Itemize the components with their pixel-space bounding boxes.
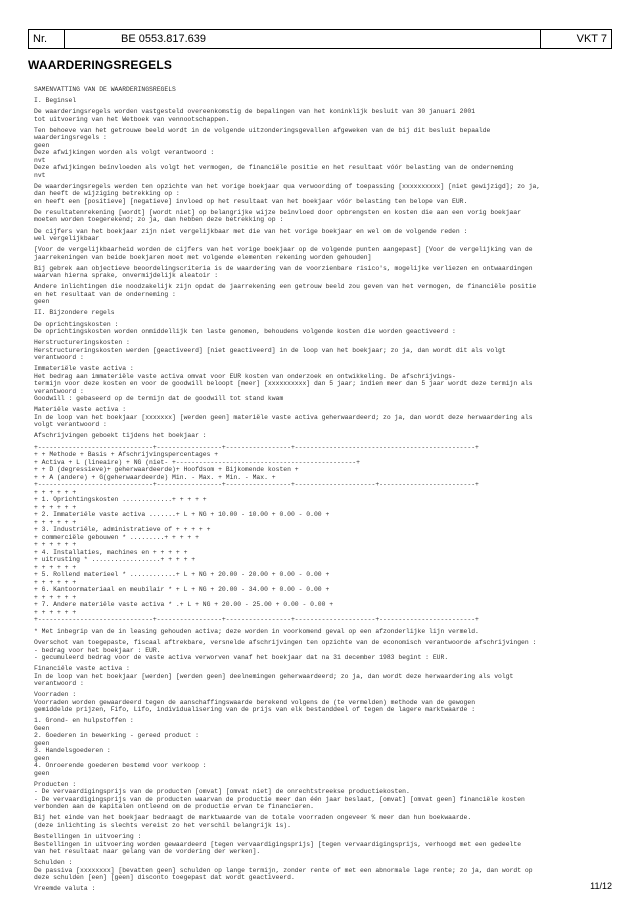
text-line: Herstructureringskosten werden [geactiveerd] [niet geactiveerd] in de loop van het boekjaar; zo ja, dan wordt dit als volgt [34,346,506,354]
text-line: De waarderingsregels werden ten opzichte van het vorige boekjaar qua verwoording of toepassing [xxxxxxxxxx] [niet gewijzigd]; zo ja, [34,182,541,190]
paragraph [34,833,614,856]
table-line: + + + + + + [34,503,77,511]
text-line: Afschrijvingen geboekt tijdens het boekjaar : [34,432,207,440]
text-line: * Met inbegrip van de in leasing gehouden activa; deze worden in voorkomend geval op een afzonderlijke lijn vermeld. [34,627,479,635]
text-line: geen [34,769,50,777]
text-line: jaarrekeningen van beide boekjaren moet met volgende elementen rekening worden gehouden] [34,253,372,261]
text-line: moeten worden toegerekend; zo ja, dan hebben deze betrekking op : [34,216,284,224]
table-line: + + + + + + [34,593,77,601]
depreciation-table [34,444,614,624]
text-line: 4. Onroerende goederen bestemd voor verkoop : [34,762,207,770]
table-line: + 1. Oprichtingskosten .............+ + + + + [34,496,207,504]
paragraph [34,309,614,317]
text-line: Voorraden : [34,691,77,699]
paragraph [34,246,614,261]
paragraph [34,406,614,429]
paragraph [34,265,614,280]
paragraph [34,365,614,403]
text-line: gemiddelde prijzen, Fifo, Lifo, individualisering van de prijs van elk bestanddeel of tegen de lagere marktwaarde : [34,706,476,714]
text-section-2 [34,628,614,893]
table-line: + + + + + + [34,608,77,616]
nr-label: Nr. [29,30,65,48]
table-line: + uitrusting * ..................+ + + + + [34,556,196,564]
text-line: 2. Goederen in bewerking - gereed product : [34,732,199,740]
text-line: Producten : [34,780,77,788]
table-line: + + Methode + Basis + Afschrijvingspercentages + [34,451,219,459]
table-line: + + + + + + [34,563,77,571]
text-line: De waarderingsregels worden vastgesteld overeenkomstig de bepalingen van het koninklijk besluit van 30 januari 2001 [34,108,476,116]
table-line: + commerciële gebouwen * .........+ + + + + [34,533,199,541]
text-line: Schulden : [34,859,73,867]
text-line: nvt [34,156,46,164]
text-line: Financiële vaste activa : [34,665,130,673]
text-line: Vreemde valuta : [34,885,96,893]
text-line: geen [34,754,50,762]
table-line: + 6. Kantoormateriaal en meubilair * + L + NG + 20.00 - 34.00 + 0.00 - 0.00 + [34,586,330,594]
text-line: verantwoord : [34,354,84,362]
form-code: VKT 7 [576,33,607,45]
table-line: +------------------------------+-----------------+-----------------+---------------------+-------------------------+ [34,616,479,624]
text-line: De oprichtingskosten worden onmiddellijk ten laste genomen, behoudens volgende kosten die worden geactiveerd : [34,328,456,336]
text-line: van het resultaat naar gelang van de vordering der werken]. [34,848,261,856]
text-line: Deze afwijkingen worden als volgt verantwoord : [34,149,215,157]
paragraph [34,339,614,362]
paragraph [34,108,614,123]
paragraph [34,639,614,662]
paragraph [34,885,614,893]
text-line: termijn voor deze kosten en voor de goodwill beloopt [meer] [xxxxxxxxxx] dan 5 jaar; indien meer dan 5 jaar wordt deze termijn als [34,380,533,388]
text-line: (deze inlichting is slechts vereist zo het verschil belangrijk is). [34,821,291,829]
text-line: 3. Handelsgoederen : [34,747,111,755]
text-line: Goodwill : gebaseerd op de termijn dat de goodwill tot stand kwam [34,395,284,403]
text-line: waarvan hierna sprake, onvermijdelijk aleatoir : [34,272,219,280]
text-line: volgt verantwoord : [34,421,107,429]
table-line: + + A (andere) + G(geherwaardeerde) Min. - Max. + Min. - Max. + [34,473,276,481]
table-line: + 5. Rollend materieel * ............+ L + NG + 20.00 - 20.00 + 0.00 - 0.00 + [34,571,330,579]
table-line: + + D (degressieve)+ geherwaardeerde)+ Hoofdsom + Bijkomende kosten + [34,466,299,474]
text-line: I. Beginsel [34,97,77,105]
table-line: + 7. Andere materiële vaste activa * .+ L + NG + 20.00 - 25.00 + 0.00 - 0.00 + [34,601,334,609]
text-line: De oprichtingskosten : [34,320,119,328]
paragraph [34,814,614,829]
paragraph [34,717,614,777]
paragraph [34,321,614,336]
text-line: [Voor de vergelijkbaarheid worden de cijfers van het vorige boekjaar op de volgende punten aangepast] [Voor de vergelijking van de [34,246,533,254]
text-line: verantwoord : [34,680,84,688]
document-body [34,86,614,896]
text-line: De cijfers van het boekjaar zijn niet vergelijkbaar met die van het vorige boekjaar en wel om de volgende reden : [34,227,468,235]
text-line: In de loop van het boekjaar [werden] [werden geen] deelnemingen geherwaardeerd; zo ja, dan wordt deze herwaardering als volgt [34,672,514,680]
text-line: en heeft een [positieve] [negatieve] invloed op het resultaat van het boekjaar vóór belasting ten belope van EUR. [34,197,468,205]
text-line: Materiële vaste activa : [34,406,127,414]
text-line: Het bedrag aan immateriële vaste activa omvat voor EUR kosten van onderzoek en ontwikkeling. De afschrijvings- [34,372,456,380]
page-number: 11/12 [590,881,612,891]
paragraph [34,127,614,180]
table-line: +------------------------------+-----------------+-----------------+-----------------------------------------------+ [34,443,479,451]
text-line: Deze afwijkingen beïnvloeden als volgt het vermogen, de financiële positie en het resultaat vóór belasting van de onderneming [34,164,514,172]
text-line: Herstructureringskosten : [34,339,130,347]
text-line: - De vervaardigingsprijs van de producten [omvat] [omvat niet] de onrechtstreekse productiekosten. [34,788,410,796]
paragraph [34,97,614,105]
text-line: - bedrag voor het boekjaar : EUR. [34,646,161,654]
text-line: Bestellingen in uitvoering : [34,833,142,841]
text-line: De resultatenrekening [wordt] [wordt niet] op belangrijke wijze beïnvloed door opbrengsten en kosten die aan een vorig boekjaar [34,208,522,216]
company-number: BE 0553.817.639 [65,30,541,48]
text-line: wel vergelijkbaar [34,235,100,243]
text-section-1 [34,86,614,440]
paragraph [34,859,614,882]
text-line: SAMENVATTING VAN DE WAARDERINGSREGELS [34,86,176,93]
text-line: Immateriële vaste activa : [34,365,134,373]
text-line: verbonden aan de kapitalen ontleend om de productie ervan te financieren. [34,803,314,811]
table-line: + + + + + + [34,578,77,586]
text-line: II. Bijzondere regels [34,309,115,317]
paragraph [34,86,614,94]
table-line: + Activa + L (lineaire) + NG (niet- +-----------------------------------------------+ [34,458,360,466]
text-line: Overschot van toegepaste, fiscaal aftrekbare, versnelde afschrijvingen ten opzichte van de economisch verantwoorde afschrijvingen : [34,639,537,646]
text-line: De passiva [xxxxxxxx] [bevatten geen] schulden op lange termijn, zonder rente of met een abnormale lage rente; zo ja, dan wordt op [34,866,533,874]
paragraph [34,228,614,243]
table-line: + + + + + + [34,488,77,496]
text-line: Voorraden worden gewaardeerd tegen de aanschaffingswaarde berekend volgens de (te vermelden) methode van de gewogen [34,698,476,706]
paragraph [34,781,614,811]
text-line: en het resultaat van de onderneming : [34,290,176,298]
table-line: +------------------------------+-----------------+-----------------+---------------------+-------------------------+ [34,481,479,489]
text-line: geen [34,298,50,306]
text-line: Geen [34,724,50,732]
text-line: Bij gebrek aan objectieve beoordelingscriteria is de waardering van de voorzienbare risico's, mogelijke verliezen en ontwaardingen [34,264,533,272]
paragraph [34,665,614,688]
text-line: waarderingsregels : [34,134,107,142]
table-line: + 3. Industriële, administratieve of + + + + + [34,526,211,534]
form-header [28,29,612,49]
text-line: Bij het einde van het boekjaar bedraagt de marktwaarde van de totale voorraden ongeveer % meer dan hun boekwaarde. [34,814,472,822]
text-line: Ten behoeve van het getrouwe beeld wordt in de volgende uitzonderingsgevallen afgeweken van de bij dit besluit bepaalde [34,126,491,134]
text-line: In de loop van het boekjaar [xxxxxxx] [werden geen] materiële vaste activa geherwaardeerd; zo ja, dan wordt deze herwaardering als [34,413,533,421]
page-title: WAARDERINGSREGELS [28,58,173,72]
table-line: + 2. Immateriële vaste activa .......+ L + NG + 10.00 - 10.00 + 0.00 - 0.00 + [34,511,330,519]
text-line: deze schulden [een] [geen] disconto toegepast dat wordt geactiveerd. [34,874,295,882]
text-line: geen [34,141,50,149]
paragraph [34,432,614,440]
paragraph [34,183,614,206]
paragraph [34,283,614,306]
text-line: Andere inlichtingen die noodzakelijk zijn opdat de jaarrekening een getrouw beeld zou geven van het vermogen, de financiële positie [34,283,537,291]
paragraph [34,628,614,636]
text-line: tot uitvoering van het Wetboek van vennootschappen. [34,115,230,123]
text-line: 1. Grond- en hulpstoffen : [34,717,134,725]
paragraph [34,691,614,714]
text-line: - De vervaardigingsprijs van de producten waarvan de productie meer dan één jaar beslaat, [omvat] [omvat geen] financiële kosten [34,795,525,803]
text-line: verantwoord : [34,387,84,395]
text-line: nvt [34,171,46,179]
text-line: - gecumuleerd bedrag voor de vaste activa verworven vanaf het boekjaar dat na 31 december 1983 begint : EUR. [34,654,449,661]
table-line: + 4. Installaties, machines en + + + + + [34,548,188,556]
paragraph [34,209,614,224]
text-line: dan heeft de wijziging betrekking op : [34,190,180,198]
table-line: + + + + + + [34,518,77,526]
table-line: + + + + + + [34,541,77,549]
text-line: geen [34,739,50,747]
text-line: Bestellingen in uitvoering worden gewaardeerd [tegen vervaardigingsprijs] [tegen vervaardigingsprijs, verhoogd met een gedeelte [34,840,522,848]
